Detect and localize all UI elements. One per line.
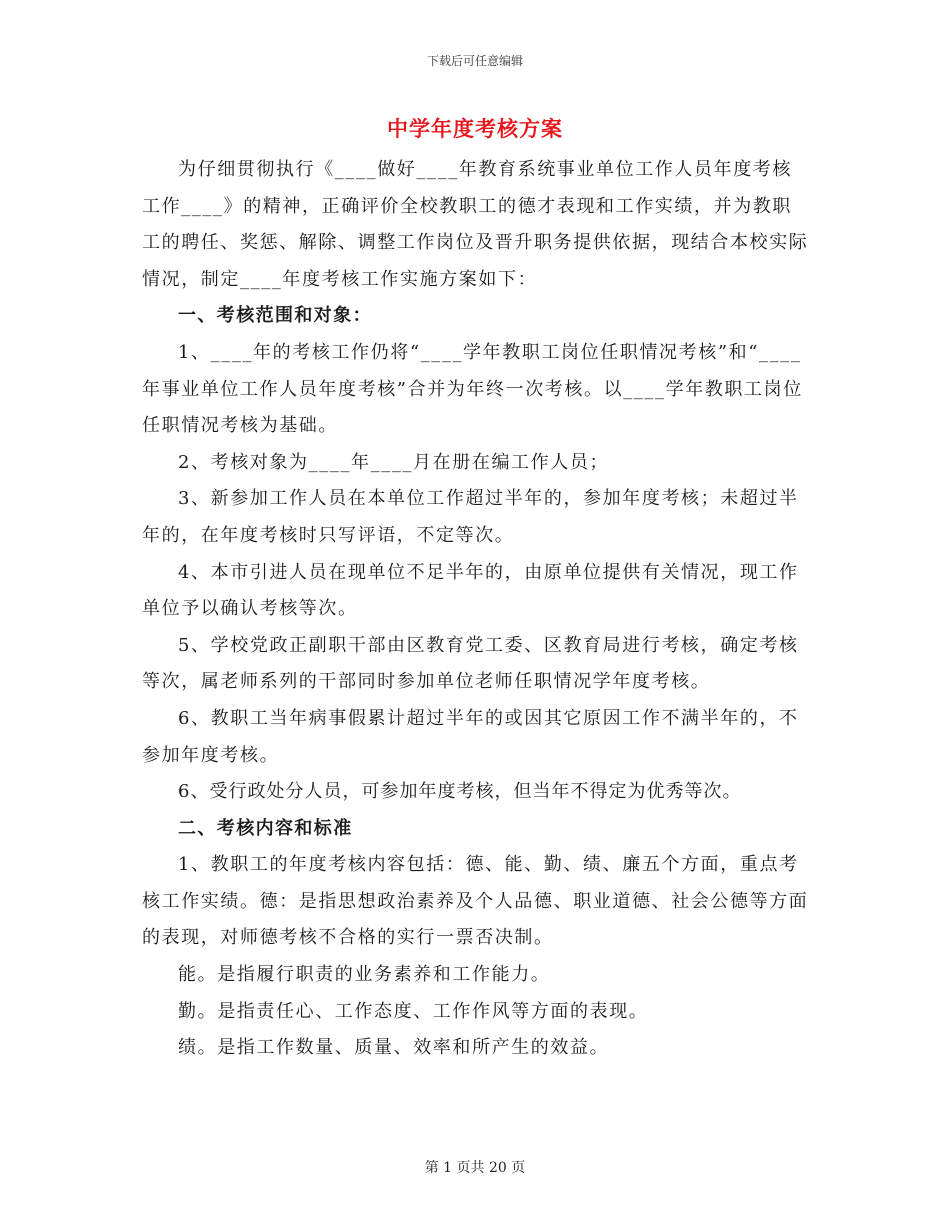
document-title: 中学年度考核方案 (387, 117, 563, 141)
page-footer: 第 1 页共 20 页 (424, 1160, 526, 1176)
scope-item-6: 6、教职工当年病事假累计超过半年的或因其它原因工作不满半年的，不参加年度考核。 (142, 707, 799, 766)
content-diligence: 勤。是指责任心、工作态度、工作作风等方面的表现。 (178, 1000, 649, 1022)
content-ability: 能。是指履行职责的业务素养和工作能力。 (178, 964, 551, 986)
intro-paragraph: 为仔细贯彻执行《____做好____年教育系统事业单位工作人员年度考核工作____》的精神，正确评价全校教职工的德才表现和工作实绩，并为教职工的聘任、奖惩、解除、调整工作岗位及晋升职务提供依据，现结合本校实际情况，制定____年度考核工作实施方案如下： (142, 159, 809, 290)
scope-item-6b: 6、受行政处分人员，可参加年度考核，但当年不得定为优秀等次。 (178, 781, 742, 803)
header-note: 下载后可任意编辑 (426, 54, 523, 68)
scope-item-1: 1、____年的考核工作仍将“____学年教职工岗位任职情况考核”和“____年事业单位工作人员年度考核”合并为年终一次考核。以____学年教职工岗位任职情况考核为基础。 (142, 341, 803, 437)
scope-item-5: 5、学校党政正副职干部由区教育党工委、区教育局进行考核，确定考核等次，属老师系列的干部同时参加单位老师任职情况学年度考核。 (142, 634, 799, 693)
content-performance: 绩。是指工作数量、质量、效率和所产生的效益。 (178, 1037, 610, 1059)
document-body (142, 152, 810, 1067)
section-heading-scope: 一、考核范围和对象： (178, 305, 372, 327)
section-heading-content: 二、考核内容和标准 (178, 817, 353, 839)
scope-item-2: 2、考核对象为____年____月在册在编工作人员； (178, 451, 610, 473)
scope-item-4: 4、本市引进人员在现单位不足半年的，由原单位提供有关情况，现工作单位予以确认考核等次。 (142, 561, 799, 620)
scope-item-3: 3、新参加工作人员在本单位工作超过半年的，参加年度考核；未超过半年的，在年度考核时只写评语，不定等次。 (142, 488, 799, 546)
content-item-1: 1、教职工的年度考核内容包括：德、能、勤、绩、廉五个方面，重点考核工作实绩。德：是指思想政治素养及个人品德、职业道德、社会公德等方面的表现，对师德考核不合格的实行一票否决制。 (142, 854, 809, 949)
